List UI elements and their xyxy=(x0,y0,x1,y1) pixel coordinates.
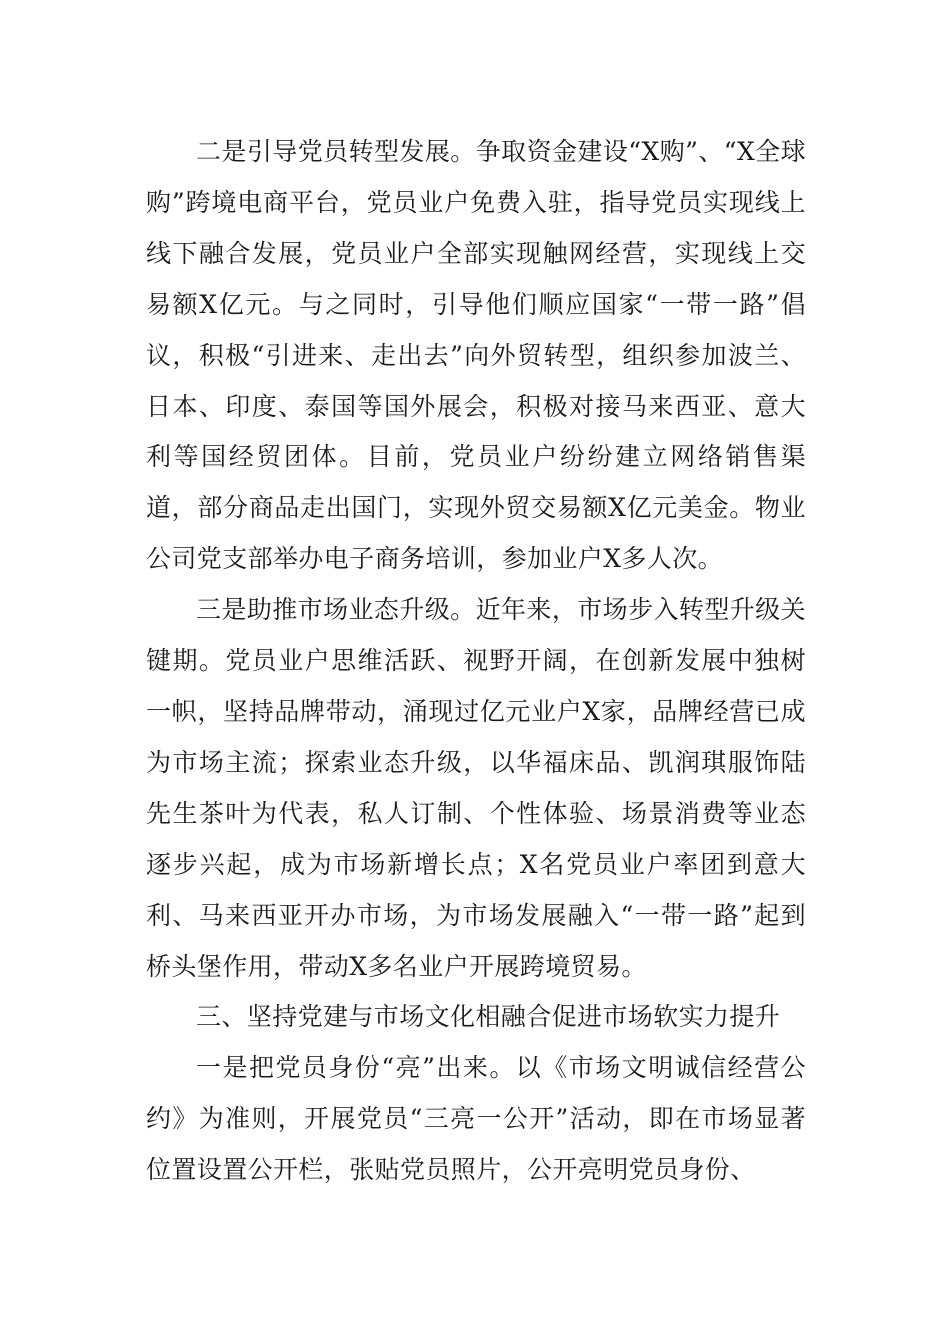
section-heading: 三、坚持党建与市场文化相融合促进市场软实力提升 xyxy=(196,1002,781,1032)
paragraph-transformation-development: 二是引导党员转型发展。争取资金建设“X购”、“X全球购”跨境电商平台，党员业户免费入驻，指导党员实现线上线下融合发展，党员业户全部实现触网经营，实现线上交易额X亿元。与之同时，引导他们顺应国家“一带一路”倡议，积极“引进来、走出去”向外贸转型，组织参加波兰、日本、印度、泰国等国外展会，积极对接马来西亚、意大利等国经贸团体。目前，党员业户纷纷建立网络销售渠道，部分商品走出国门，实现外贸交易额X亿元美金。物业公司党支部举办电子商务培训，参加业户X多人次。 xyxy=(146,137,806,574)
paragraph-party-identity: 一是把党员身份“亮”出来。以《市场文明诚信经营公约》为准则，开展党员“三亮一公开”活动，即在市场显著位置设置公开栏，张贴党员照片，公开亮明党员身份、 xyxy=(146,1053,806,1185)
paragraph-market-upgrade: 三是助推市场业态升级。近年来，市场步入转型升级关键期。党员业户思维活跃、视野开阔，在创新发展中独树一帜，坚持品牌带动，涌现过亿元业户X家，品牌经营已成为市场主流；探索业态升级，以华福床品、凯润琪服饰陆先生茶叶为代表，私人订制、个性体验、场景消费等业态逐步兴起，成为市场新增长点；X名党员业户率团到意大利、马来西亚开办市场，为市场发展融入“一带一路”起到桥头堡作用，带动X多名业户开展跨境贸易。 xyxy=(146,595,806,981)
document-body xyxy=(146,127,806,1196)
